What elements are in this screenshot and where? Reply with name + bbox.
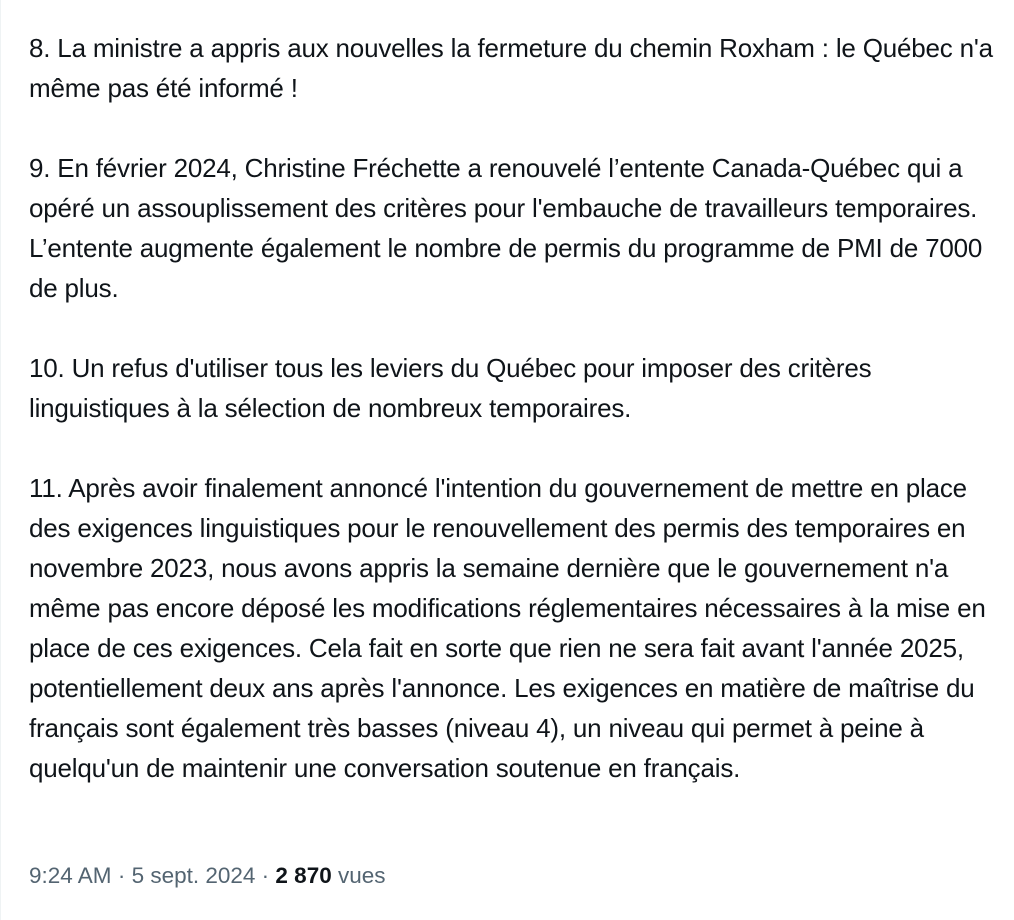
tweet-metadata: [29, 858, 386, 894]
views-count: 2 870: [275, 863, 332, 888]
views-label: vues: [338, 863, 386, 888]
tweet-text: [29, 28, 999, 788]
meta-separator: ·: [255, 863, 276, 888]
meta-separator: ·: [111, 863, 132, 888]
tweet-timestamp-link[interactable]: [29, 863, 255, 888]
tweet-paragraph-8: 8. La ministre a appris aux nouvelles la fermeture du chemin Roxham : le Québec n'a même pas été informé !: [29, 33, 993, 103]
views-stat: [275, 863, 385, 888]
tweet-date: 5 sept. 2024: [131, 863, 256, 888]
tweet-paragraph-10: 10. Un refus d'utiliser tous les leviers du Québec pour imposer des critères linguistiques à la sélection de nombreux temporaires.: [29, 353, 872, 423]
column-border: [0, 0, 1, 920]
tweet-paragraph-9: 9. En février 2024, Christine Fréchette a renouvelé l’entente Canada-Québec qui a opéré un assouplissement des critères pour l'embauche de travailleurs temporaires. L’entente augmente également le nombre de permis du programme de PMI de 7000 de plus.: [29, 153, 983, 303]
tweet-time: 9:24 AM: [29, 863, 112, 888]
tweet-paragraph-11: 11. Après avoir finalement annoncé l'intention du gouvernement de mettre en place des exigences linguistiques pour le renouvellement des permis des temporaires en novembre 2023, nous avons appris la semaine dernière que le gouvernement n'a même pas encore déposé les modifications réglementaires nécessaires à la mise en place de ces exigences. Cela fait en sorte que rien ne sera fait avant l'année 2025, potentiellement deux ans après l'annonce. Les exigences en matière de maîtrise du français sont également très basses (niveau 4), un niveau qui permet à peine à quelqu'un de maintenir une conversation soutenue en français.: [29, 473, 986, 783]
